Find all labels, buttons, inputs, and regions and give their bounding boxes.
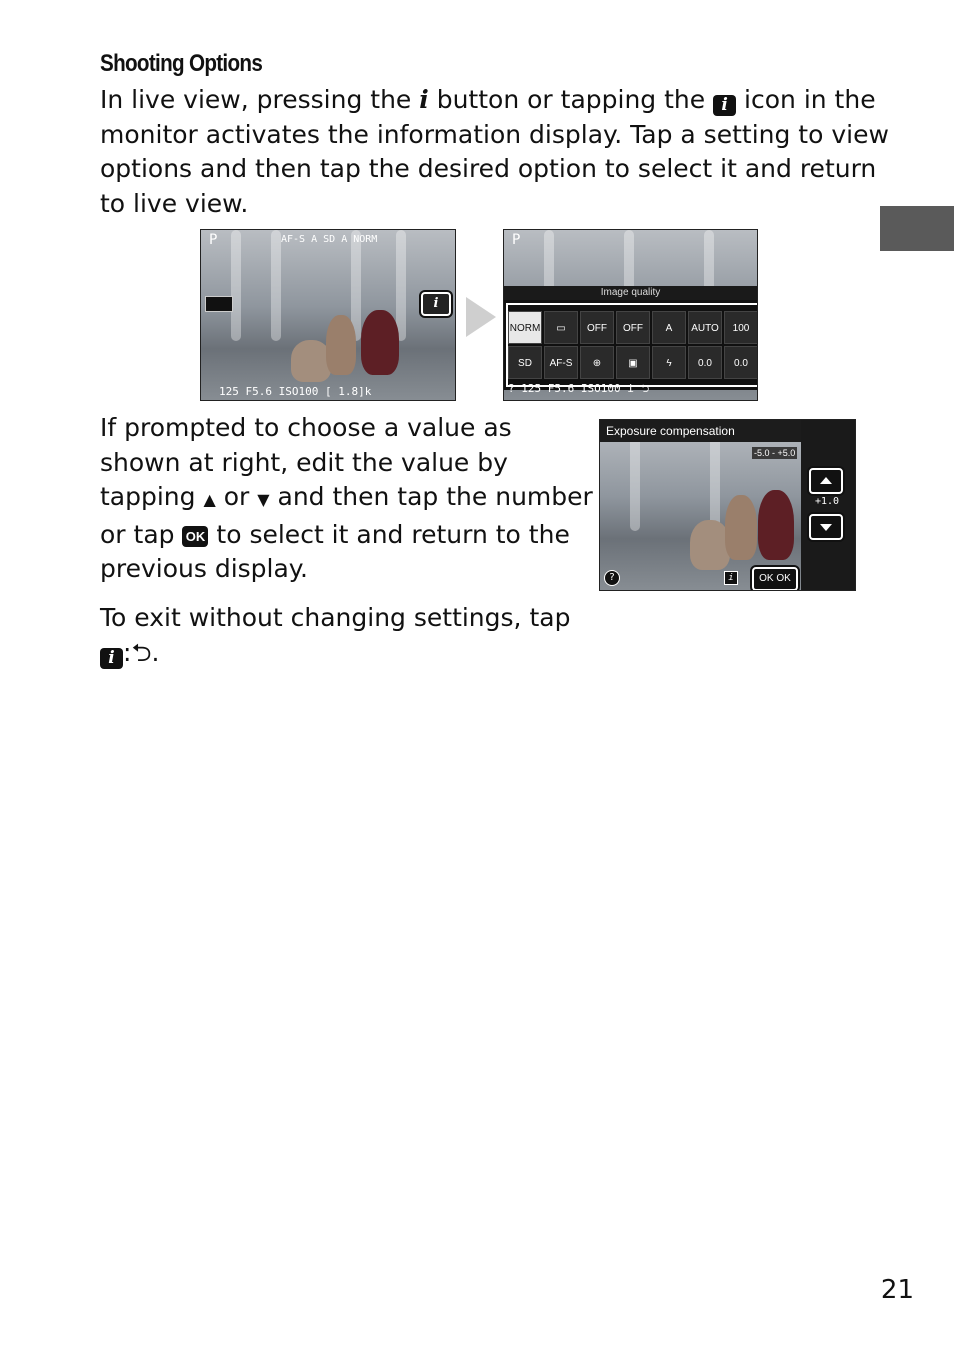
- edit-text-b: and then tap the number or tap: [100, 482, 593, 549]
- exit-text-colon: :: [123, 637, 132, 667]
- curtain-stripe: [271, 230, 281, 341]
- curtain-stripe: [396, 230, 406, 341]
- setting-iso[interactable]: 100: [724, 311, 758, 344]
- chapter-tab-marker: [880, 206, 954, 251]
- info-icon: i: [724, 571, 738, 585]
- setting-adl[interactable]: A: [652, 311, 686, 344]
- picture-icon: [205, 296, 233, 312]
- value-range: -5.0 - +5.0: [754, 448, 796, 458]
- decrease-button[interactable]: [809, 514, 843, 540]
- edit-text-a: If prompted to choose a value as shown at right, edit the value by tapping: [100, 413, 512, 511]
- setting-picture-control[interactable]: SD: [508, 346, 542, 379]
- bottle-graphic: [725, 495, 757, 560]
- exposure-comp-screen: [599, 419, 856, 591]
- top-info-bar: AF-S A SD A NORM: [281, 234, 378, 245]
- setting-hdr[interactable]: OFF: [616, 311, 650, 344]
- live-view-screen: [200, 229, 456, 401]
- info-icon: i: [713, 95, 736, 116]
- setting-bracketing[interactable]: OFF: [580, 311, 614, 344]
- bottle-graphic: [690, 520, 730, 570]
- setting-metering[interactable]: ▣: [616, 346, 650, 379]
- edit-text-or: or: [215, 482, 258, 511]
- intro-paragraph: [100, 83, 890, 221]
- down-arrow-icon: ▼: [257, 490, 270, 509]
- down-arrow-icon: [820, 524, 832, 531]
- bottom-info-bar: ? 125 F5.6 ISO100 i ⮌: [508, 382, 650, 395]
- info-button[interactable]: i: [421, 292, 451, 316]
- setting-focus-mode[interactable]: AF-S: [544, 346, 578, 379]
- up-arrow-icon: [820, 477, 832, 484]
- setting-wb[interactable]: AUTO: [688, 311, 722, 344]
- intro-text-b: button or tapping the: [428, 85, 714, 114]
- setting-af-area[interactable]: ⊕: [580, 346, 614, 379]
- exit-text-a: To exit without changing settings, tap: [100, 603, 571, 632]
- setting-image-size[interactable]: ▭: [544, 311, 578, 344]
- ok-button[interactable]: OK OK: [752, 567, 798, 591]
- edit-text-c: to select it and return to the previous display.: [100, 519, 570, 583]
- exit-paragraph: [100, 601, 600, 670]
- increase-button[interactable]: [809, 468, 843, 494]
- setting-flash[interactable]: ϟ: [652, 346, 686, 379]
- current-value[interactable]: +1.0: [815, 496, 840, 507]
- setting-exposure-comp[interactable]: 0.0: [724, 346, 758, 379]
- ok-icon: OK: [182, 526, 208, 547]
- bottle-graphic: [361, 310, 399, 375]
- info-display-screen: [503, 229, 758, 401]
- setting-image-quality[interactable]: NORM: [508, 311, 542, 344]
- value-side-panel: [801, 420, 855, 590]
- i-button-glyph: i: [419, 85, 429, 114]
- exit-text-period: .: [151, 637, 160, 667]
- intro-text-c: icon in the monitor activates the information display. Tap a setting to view options and then tap the desired option to select it and return to live view.: [100, 85, 889, 218]
- arrow-right-icon: [466, 297, 496, 337]
- intro-text-a: In live view, pressing the: [100, 85, 420, 114]
- exposure-comp-title: Exposure compensation: [600, 420, 802, 442]
- setting-flash-comp[interactable]: 0.0: [688, 346, 722, 379]
- up-arrow-icon: ▲: [203, 490, 216, 509]
- bottle-graphic: [758, 490, 794, 560]
- bottle-graphic: [326, 315, 356, 375]
- page-number: 21: [880, 1275, 914, 1305]
- help-icon[interactable]: ?: [604, 570, 620, 586]
- back-icon: ⮌: [131, 637, 152, 667]
- settings-grid: [503, 300, 758, 390]
- curtain-stripe: [231, 230, 241, 341]
- shooting-mode: P: [209, 232, 218, 248]
- info-icon: i: [100, 648, 123, 669]
- bottle-graphic: [291, 340, 331, 382]
- shooting-mode: P: [512, 232, 521, 248]
- edit-value-paragraph: [100, 411, 600, 587]
- panel-title: Image quality: [504, 286, 757, 300]
- bottom-info-bar: 125 F5.6 ISO100 [ 1.8]k: [219, 385, 372, 398]
- section-heading: Shooting Options: [100, 50, 263, 77]
